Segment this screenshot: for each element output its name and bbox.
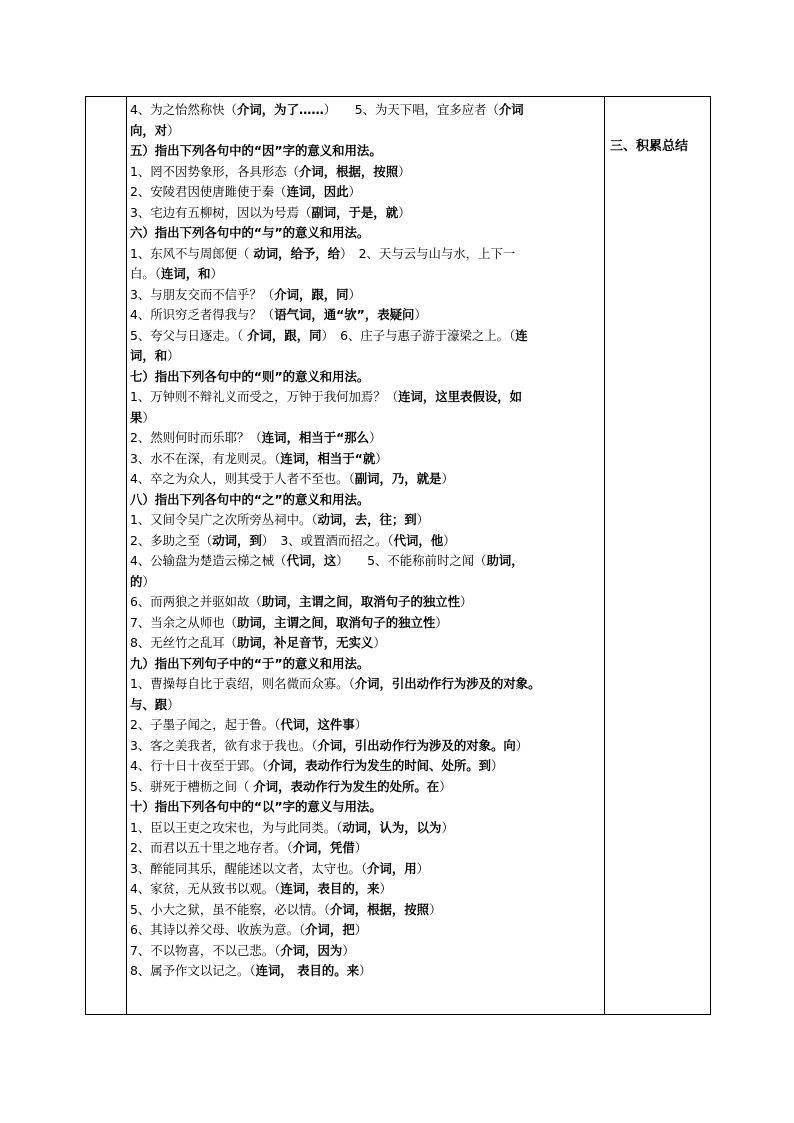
question-text: 2、多助之至（ bbox=[130, 532, 213, 548]
question-text: ） 3、或置酒而招之。（ bbox=[261, 532, 394, 548]
question-text: ） bbox=[142, 573, 155, 589]
answer-text: 向，对 bbox=[130, 122, 168, 138]
question-text: ） bbox=[398, 204, 411, 220]
answer-text: 的 bbox=[130, 573, 143, 589]
text-line bbox=[130, 818, 602, 839]
answer-text: 助词，主谓之间，取消句子的独立性 bbox=[237, 614, 436, 630]
text-line bbox=[130, 777, 602, 798]
text-line bbox=[130, 203, 602, 224]
text-line bbox=[130, 756, 602, 777]
question-text: 2、然则何时而乐耶？（ bbox=[130, 430, 262, 445]
question-text: ） bbox=[435, 614, 448, 630]
answer-text: 代词，这件事 bbox=[280, 717, 355, 732]
text-line bbox=[130, 838, 602, 859]
question-text: 7、当余之从师也（ bbox=[130, 614, 238, 630]
text-line bbox=[130, 654, 602, 675]
text-line bbox=[130, 428, 602, 449]
text-line bbox=[130, 531, 602, 552]
question-text: ） bbox=[416, 860, 430, 876]
answer-text: 果 bbox=[130, 409, 143, 425]
question-text: ） bbox=[167, 696, 180, 712]
question-text: 3、宅边有五柳树，因以为号焉（ bbox=[130, 204, 312, 220]
text-line bbox=[130, 182, 602, 203]
question-text: 5、小大之狱，虽不能察，必以情。（ bbox=[130, 901, 330, 917]
question-text: ） bbox=[167, 348, 180, 363]
text-line bbox=[130, 633, 602, 654]
text-line bbox=[130, 162, 602, 183]
question-text: 3、醉能同其乐，醒能述以文者，太守也。（ bbox=[130, 860, 368, 876]
text-line bbox=[130, 674, 602, 695]
question-text: ） bbox=[443, 532, 456, 548]
question-text: ） bbox=[416, 512, 430, 527]
answer-text: 五）指出下列各句中的“因”字的意义和用法。 bbox=[130, 143, 382, 158]
text-line bbox=[130, 367, 602, 388]
answer-text: 八）指出下列各句中的“之”的意义和用法。 bbox=[130, 491, 370, 507]
question-text: 1、曹操每自比于袁绍，则名微而众寡。（ bbox=[130, 676, 355, 691]
question-text: 白。（ bbox=[130, 266, 161, 281]
question-text: ） bbox=[210, 266, 223, 281]
answer-text: 介词，因为 bbox=[280, 942, 343, 958]
question-text: 1、罔不因势象形，各具形态（ bbox=[130, 163, 299, 179]
left-column-divider bbox=[126, 97, 127, 1014]
answer-text: 代词，他 bbox=[393, 532, 444, 548]
answer-text: 助词，补足音节，无实义 bbox=[237, 635, 374, 650]
question-text: 2、而君以五十里之地存者。（ bbox=[130, 840, 293, 855]
answer-text: 六）指出下列各句中的“与”的意义和用法。 bbox=[130, 225, 370, 240]
question-text: 5、骈死于槽枥之间（ bbox=[130, 778, 254, 794]
text-line bbox=[130, 469, 602, 490]
answer-text: 与、跟 bbox=[130, 696, 168, 712]
text-line bbox=[130, 141, 602, 162]
question-text: ） bbox=[379, 881, 392, 896]
answer-text: 连词，这里表假设，如 bbox=[398, 389, 522, 404]
answer-text: 介词，跟，同 bbox=[274, 286, 349, 302]
question-text: ） bbox=[348, 184, 361, 199]
answer-text: 介词，把 bbox=[305, 922, 355, 937]
text-line bbox=[130, 121, 602, 142]
question-text: 7、不以物喜，不以己悲。（ bbox=[130, 942, 281, 958]
answer-text: 语气词，通“欤”，表疑问 bbox=[274, 307, 415, 322]
question-text: 4、公输盘为楚造云梯之械（ bbox=[130, 553, 287, 568]
question-text: ） bbox=[369, 430, 382, 445]
text-line bbox=[130, 551, 602, 572]
question-text: 2、安陵君因使唐雎使于秦（ bbox=[130, 184, 287, 199]
text-line bbox=[130, 797, 602, 818]
question-text: ） bbox=[348, 286, 361, 302]
answer-text: 连词，和 bbox=[160, 266, 211, 281]
question-text: 6、而两狼之并驱如故（ bbox=[130, 594, 262, 609]
question-text: ） 5、为天下唱，宜多应者（ bbox=[323, 102, 499, 117]
question-text: ） bbox=[398, 163, 411, 179]
text-line bbox=[130, 859, 602, 880]
text-line bbox=[130, 900, 602, 921]
answer-text: 动词，认为，以为 bbox=[342, 819, 442, 835]
text-line bbox=[130, 223, 602, 244]
answer-text: 介词，表动作行为发生的时间、处所。到 bbox=[267, 758, 492, 773]
question-text: ） bbox=[439, 778, 452, 794]
answer-text: 连词， 表目的。来 bbox=[255, 963, 360, 978]
question-text: 4、卒之为众人，则其受于人者不至也。（ bbox=[130, 471, 355, 486]
answer-text: 连词，表目的，来 bbox=[280, 881, 380, 896]
text-line bbox=[130, 285, 602, 306]
question-text: ） bbox=[354, 922, 368, 937]
question-text: ） bbox=[167, 122, 180, 138]
question-text: ） bbox=[515, 737, 529, 753]
question-text: ） bbox=[354, 840, 368, 855]
question-text: ） bbox=[491, 758, 504, 773]
answer-text: 动词，到 bbox=[212, 532, 262, 548]
text-line bbox=[130, 449, 602, 470]
answer-text: 助词， bbox=[486, 553, 524, 568]
question-text: 4、家贫，无从致书以观。（ bbox=[130, 881, 281, 896]
answer-text: 介词，根据，按照 bbox=[329, 901, 430, 917]
answer-text: 介词，为了…… bbox=[237, 102, 324, 117]
answer-text: 副词，于是，就 bbox=[311, 204, 399, 220]
question-text: 8、无丝竹之乱耳（ bbox=[130, 635, 238, 650]
text-line bbox=[130, 510, 602, 531]
answer-text: 副词，乃，就是 bbox=[354, 471, 442, 486]
question-text: ） bbox=[354, 717, 368, 732]
answer-text: 介词，凭借 bbox=[292, 840, 355, 855]
answer-text: 十）指出下列各句中的“以”字的意义与用法。 bbox=[130, 799, 382, 814]
question-text: ） 5、不能称前时之闻（ bbox=[336, 553, 487, 568]
text-line bbox=[130, 305, 602, 326]
answer-text: 介词，引出动作行为涉及的对象。 bbox=[354, 676, 541, 691]
question-text: ） 6、庄子与惠子游于濠梁之上。（ bbox=[321, 327, 516, 343]
text-line bbox=[130, 244, 602, 265]
text-line bbox=[130, 941, 602, 962]
text-line bbox=[130, 100, 602, 121]
text-line bbox=[130, 879, 602, 900]
question-text: 1、东风不与周郎便（ bbox=[130, 245, 254, 261]
question-text: ） bbox=[441, 471, 454, 486]
answer-text: 动词，给予，给 bbox=[253, 245, 341, 261]
question-text: 4、为之怡然称快（ bbox=[130, 102, 238, 117]
text-line bbox=[130, 961, 602, 982]
question-text: ） bbox=[342, 942, 355, 958]
question-text: 1、又间令吴广之次所旁丛祠中。（ bbox=[130, 512, 318, 527]
question-text: 3、与朋友交而不信乎？（ bbox=[130, 286, 275, 302]
text-line bbox=[130, 920, 602, 941]
answer-text: 连 bbox=[515, 327, 528, 343]
question-text: 4、所识穷乏者得我与？（ bbox=[130, 307, 275, 322]
question-text: ） bbox=[414, 307, 427, 322]
answer-text: 连词，相当于“那么 bbox=[261, 430, 370, 445]
question-text: 4、行十日十夜至于郢。（ bbox=[130, 758, 268, 773]
question-text: ） 2、天与云与山与水，上下一 bbox=[340, 245, 516, 261]
text-line bbox=[130, 592, 602, 613]
question-text: 6、其诗以养父母、收族为意。（ bbox=[130, 922, 306, 937]
question-text: 1、臣以王吏之攻宋也，为与此同类。（ bbox=[130, 819, 343, 835]
question-text: ） bbox=[429, 901, 442, 917]
question-text: ） bbox=[359, 963, 372, 978]
question-text: 2、子墨子闻之，起于鲁。（ bbox=[130, 717, 281, 732]
question-text: 5、夸父与日逐走。（ bbox=[130, 327, 248, 343]
text-line bbox=[130, 736, 602, 757]
section-label: 三、积累总结 bbox=[610, 139, 689, 154]
answer-text: 七）指出下列各句中的“则”的意义和用法。 bbox=[130, 368, 370, 384]
text-line bbox=[130, 613, 602, 634]
answer-text: 介词 bbox=[498, 102, 524, 117]
answer-text: 动词，去，往；到 bbox=[317, 512, 417, 527]
text-line bbox=[130, 387, 602, 408]
answer-text: 助词，主谓之间，取消句子的独立性 bbox=[261, 594, 461, 609]
document-table bbox=[85, 96, 711, 1015]
question-text: 3、水不在深，有龙则灵。（ bbox=[130, 450, 281, 466]
answer-text: 词，和 bbox=[130, 348, 168, 363]
question-text: 3、客之美我者，欲有求于我也。（ bbox=[130, 737, 318, 753]
text-line bbox=[130, 490, 602, 511]
text-line bbox=[130, 695, 602, 716]
answer-text: 代词，这 bbox=[286, 553, 337, 568]
answer-text: 介词，表动作行为发生的处所。在 bbox=[253, 778, 440, 794]
text-line bbox=[130, 715, 602, 736]
question-text: ） bbox=[375, 450, 388, 466]
answer-text: 连词，因此 bbox=[286, 184, 349, 199]
text-line bbox=[130, 326, 602, 347]
question-text: ） bbox=[373, 635, 386, 650]
question-text: ） bbox=[142, 409, 155, 425]
question-text: ） bbox=[460, 594, 473, 609]
question-text: 1、万钟则不辩礼义而受之，万钟于我何加焉？（ bbox=[130, 389, 399, 404]
text-line bbox=[130, 408, 602, 429]
answer-text: 介词，根据，按照 bbox=[298, 163, 399, 179]
answer-text: 介词，引出动作行为涉及的对象。向 bbox=[317, 737, 516, 753]
question-text: 8、属予作文以记之。（ bbox=[130, 963, 256, 978]
answer-text: 介词，跟，同 bbox=[247, 327, 322, 343]
text-line bbox=[130, 572, 602, 593]
text-line bbox=[130, 346, 602, 367]
content-cell bbox=[130, 100, 602, 982]
answer-text: 连词，相当于“就 bbox=[280, 450, 376, 466]
question-text: ） bbox=[441, 819, 454, 835]
answer-text: 介词，用 bbox=[367, 860, 417, 876]
text-line bbox=[130, 264, 602, 285]
answer-text: 九）指出下列句子中的“于”的意义和用法。 bbox=[130, 655, 370, 671]
right-column-divider bbox=[604, 97, 605, 1014]
